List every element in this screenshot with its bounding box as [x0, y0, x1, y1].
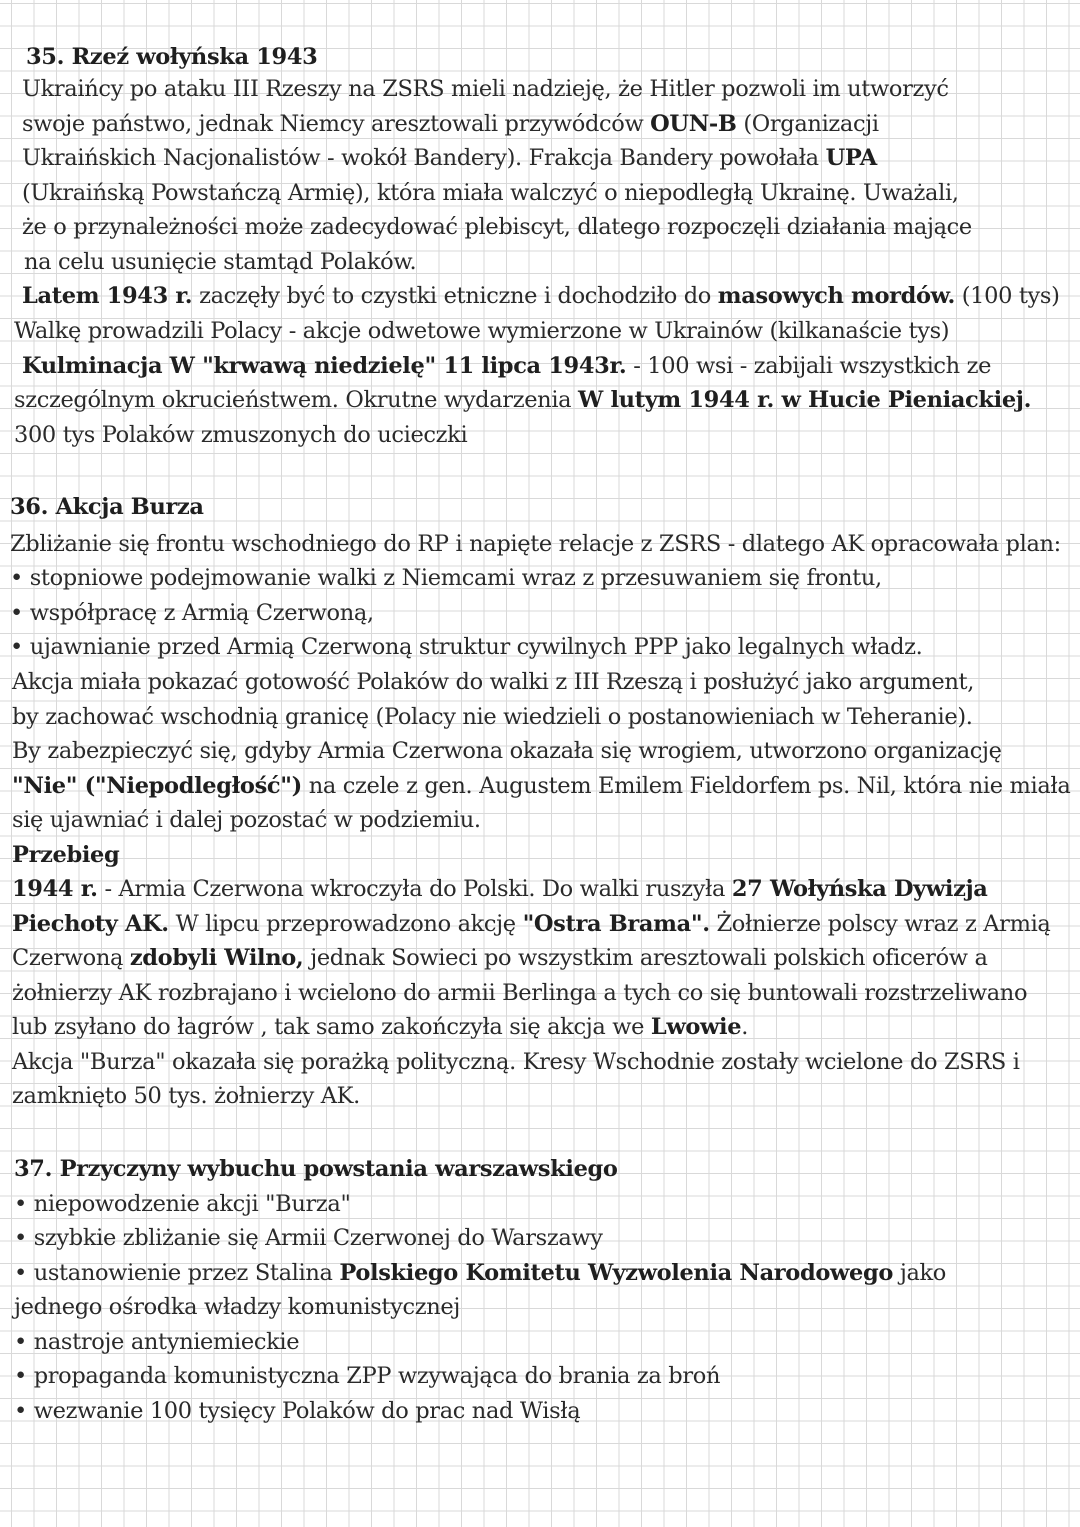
text-line: [12, 941, 988, 975]
text-line: [14, 1256, 946, 1290]
text-segment: Akcja "Burza" okazała się porażką polityczną. Kresy Wschodnie zostały wcielone do ZSRS i: [12, 1049, 1020, 1075]
text-segment: Żołnierze polscy wraz z Armią: [709, 911, 1051, 937]
text-segment: - Armia Czerwona wkroczyła do Polski. Do walki ruszyła: [97, 876, 732, 902]
text-segment: szczególnym okrucieństwem. Okrutne wydarzenia: [14, 387, 579, 413]
text-segment: lub zsyłano do łagrów , tak samo zakończyła się akcja we: [12, 1014, 651, 1040]
text-line: [12, 872, 988, 906]
text-line: [14, 1187, 350, 1221]
text-line: [12, 734, 1002, 768]
text-segment: że o przynależności może zadecydować plebiscyt, dlatego rozpoczęli działania mające: [22, 214, 972, 240]
text-segment: • szybkie zbliżanie się Armii Czerwonej do Warszawy: [14, 1225, 603, 1251]
bold-text: "Nie" ("Niepodległość"): [12, 773, 302, 799]
text-segment: 300 tys Polaków zmuszonych do ucieczki: [14, 422, 468, 448]
text-line: [12, 1045, 1020, 1079]
bold-text: zdobyli Wilno,: [129, 945, 304, 971]
text-segment: • stopniowe podejmowanie walki z Niemcami wraz z przesuwaniem się frontu,: [10, 565, 882, 591]
bold-text: Piechoty AK.: [12, 911, 169, 937]
text-segment: Akcja miała pokazać gotowość Polaków do walki z III Rzeszą i posłużyć jako argument,: [12, 669, 974, 695]
text-segment: Zbliżanie się frontu wschodniego do RP i napięte relacje z ZSRS - dlatego AK opracowała plan:: [10, 531, 1061, 557]
text-segment: jednego ośrodka władzy komunistycznej: [14, 1294, 460, 1320]
text-line: [14, 314, 949, 348]
text-segment: • propaganda komunistyczna ZPP wzywająca do brania za broń: [14, 1363, 721, 1389]
text-line: [14, 1290, 460, 1324]
text-segment: • nastroje antyniemieckie: [14, 1329, 300, 1355]
bold-text: "Ostra Brama".: [522, 911, 710, 937]
text-line: [10, 596, 374, 630]
text-line: [12, 976, 1027, 1010]
text-segment: • niepowodzenie akcji "Burza": [14, 1191, 351, 1217]
bold-text: 1944 r.: [12, 876, 98, 902]
text-segment: • ustanowienie przez Stalina: [14, 1260, 340, 1286]
text-segment: (Organizacji: [736, 111, 879, 137]
text-line: [22, 210, 972, 244]
section-title: 36. Akcja Burza: [10, 494, 204, 520]
text-line: [12, 665, 974, 699]
text-segment: By zabezpieczyć się, gdyby Armia Czerwona okazała się wrogiem, utworzono organizację: [12, 738, 1002, 764]
text-segment: - 100 wsi - zabijali wszystkich ze: [626, 353, 992, 379]
text-line: [24, 245, 416, 279]
text-line: [12, 838, 119, 872]
text-line: [10, 527, 1061, 561]
bold-text: Latem 1943 r.: [22, 283, 193, 309]
text-line: [14, 418, 467, 452]
text-line: [10, 561, 882, 595]
text-segment: • współpracę z Armią Czerwoną,: [10, 600, 374, 626]
text-line: [22, 107, 879, 141]
text-segment: Ukraińskich Nacjonalistów - wokół Bandery). Frakcja Bandery powołała: [22, 145, 826, 171]
text-line: [22, 349, 991, 383]
text-segment: zamknięto 50 tys. żołnierzy AK.: [12, 1083, 360, 1109]
text-line: [12, 1010, 748, 1044]
text-segment: Walkę prowadzili Polacy - akcje odwetowe wymierzone w Ukrainów (kilkanaście tys): [14, 318, 950, 344]
text-line: [22, 176, 959, 210]
bold-text: Lwowie: [650, 1014, 742, 1040]
text-segment: W lipcu przeprowadzono akcję: [168, 911, 523, 937]
text-segment: swoje państwo, jednak Niemcy aresztowali przywódców: [22, 111, 651, 137]
text-line: [22, 72, 949, 106]
text-segment: • wezwanie 100 tysięcy Polaków do prac nad Wisłą: [14, 1398, 581, 1424]
text-segment: się ujawniać i dalej pozostać w podziemiu.: [12, 807, 481, 833]
section-title: 37. Przyczyny wybuchu powstania warszawskiego: [14, 1156, 618, 1182]
text-segment: Ukraińcy po ataku III Rzeszy na ZSRS mieli nadzieję, że Hitler pozwoli im utworzyć: [22, 76, 949, 102]
bold-text: W lutym 1944 r. w Hucie Pieniackiej.: [578, 387, 1032, 413]
text-segment: .: [741, 1014, 749, 1040]
text-segment: na celu usunięcie stamtąd Polaków.: [24, 249, 417, 275]
bold-text: masowych mordów.: [717, 283, 955, 309]
text-segment: na czele z gen. Augustem Emilem Fieldorfem ps. Nil, która nie miała: [301, 773, 1071, 799]
bold-text: OUN-B: [650, 111, 737, 137]
text-line: [14, 1394, 580, 1428]
text-line: [12, 907, 1050, 941]
text-segment: (100 tys): [954, 283, 1060, 309]
text-segment: zaczęły być to czystki etniczne i dochodziło do: [192, 283, 718, 309]
bold-text: Polskiego Komitetu Wyzwolenia Narodowego: [339, 1260, 894, 1286]
text-line: [12, 700, 973, 734]
text-segment: Czerwoną: [12, 945, 130, 971]
text-line: [22, 141, 877, 175]
text-segment: jednak Sowieci po wszystkim aresztowali polskich oficerów a: [303, 945, 988, 971]
bold-text: 27 Wołyńska Dywizja: [731, 876, 988, 902]
text-segment: (Ukraińską Powstańczą Armię), która miała walczyć o niepodległą Ukrainę. Uważali,: [22, 180, 959, 206]
text-segment: żołnierzy AK rozbrajano i wcielono do armii Berlinga a tych co się buntowali rozstrzeliwano: [12, 980, 1028, 1006]
text-segment: • ujawnianie przed Armią Czerwoną struktur cywilnych PPP jako legalnych władz.: [10, 634, 923, 660]
bold-text: Przebieg: [12, 842, 120, 868]
text-line: [12, 769, 1070, 803]
bold-text: Kulminacja W "krwawą niedzielę" 11 lipca 1943r.: [22, 353, 627, 379]
text-line: [14, 1221, 603, 1255]
bold-text: UPA: [825, 145, 877, 171]
text-segment: jako: [893, 1260, 947, 1286]
text-line: [10, 630, 922, 664]
text-line: [12, 803, 481, 837]
text-segment: by zachować wschodnią granicę (Polacy nie wiedzieli o postanowieniach w Teheranie).: [12, 704, 973, 730]
text-line: [14, 1359, 720, 1393]
text-line: [14, 383, 1031, 417]
section-title: 35. Rzeź wołyńska 1943: [26, 44, 318, 70]
text-line: [22, 279, 1060, 313]
text-line: [14, 1325, 299, 1359]
text-line: [12, 1079, 360, 1113]
